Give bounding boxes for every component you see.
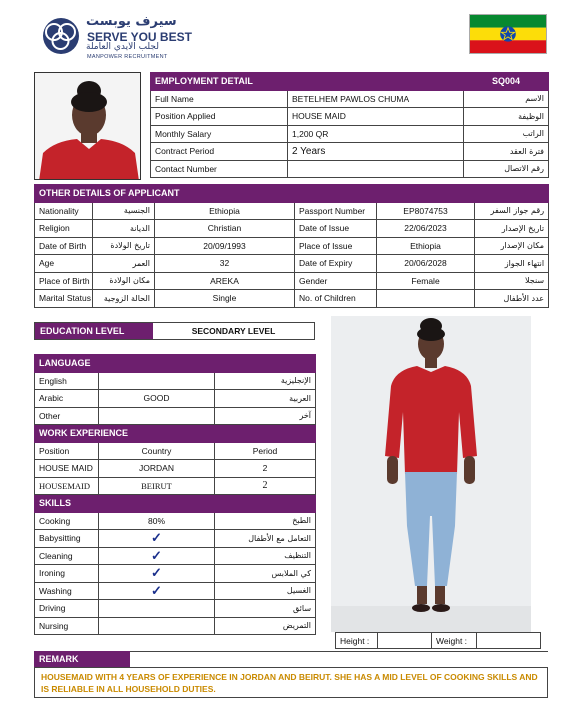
table-row <box>35 272 549 290</box>
other-details-title: OTHER DETAILS OF APPLICANT <box>35 185 549 203</box>
ethiopia-flag-icon <box>469 14 547 54</box>
table-row <box>35 220 549 238</box>
language-label: Arabic <box>35 390 99 408</box>
table-row <box>35 290 549 308</box>
skill-label-arabic: التمريض <box>215 617 316 635</box>
row-label: Contact Number <box>151 160 288 178</box>
applicant-full-body-photo <box>331 316 531 632</box>
contract-period-value: 2 Years <box>288 143 464 161</box>
row-label: Gender <box>295 272 377 290</box>
logo-english-name: SERVE YOU BEST <box>87 30 192 44</box>
row-label-arabic: الديانة <box>93 220 155 238</box>
position-value: HOUSE MAID <box>288 108 464 126</box>
logo-rings-icon <box>38 16 84 56</box>
language-work-skills-table <box>34 354 316 635</box>
table-row <box>35 255 549 273</box>
row-label-arabic: رقم الاتصال <box>464 160 549 178</box>
skill-label: Washing <box>35 582 99 600</box>
row-label: Place of Birth <box>35 272 93 290</box>
row-label-arabic: رقم جواز السفر <box>475 202 549 220</box>
company-logo <box>38 14 198 62</box>
row-label-arabic: الراتب <box>464 125 549 143</box>
checkmark-icon: ✓ <box>99 565 215 583</box>
work-period-value: 2 <box>215 477 316 495</box>
full-name-value: BETELHEM PAWLOS CHUMA <box>288 90 464 108</box>
work-position-value: HOUSE MAID <box>35 460 99 478</box>
row-label: Age <box>35 255 93 273</box>
table-row <box>35 617 316 635</box>
weight-value <box>477 633 541 649</box>
height-value <box>378 633 432 649</box>
place-of-birth-value: AREKA <box>155 272 295 290</box>
table-row <box>35 582 316 600</box>
work-period-value: 2 <box>215 460 316 478</box>
skill-label: Nursing <box>35 617 99 635</box>
table-row <box>35 530 316 548</box>
remark-text: HOUSEMAID WITH 4 YEARS OF EXPERIENCE IN JORDAN AND BEIRUT. SHE HAS A MID LEVEL OF COOKING SKILLS AND IS RELIABLE IN ALL HOUSEHOLD DUTIES. <box>34 667 548 698</box>
applicant-code: SQ004 <box>464 73 549 91</box>
remark-divider <box>130 651 548 652</box>
row-label-arabic: فترة العقد <box>464 143 549 161</box>
height-label: Height : <box>336 633 378 649</box>
checkmark-icon: ✓ <box>99 530 215 548</box>
table-row <box>35 390 316 408</box>
row-label-arabic: انتهاء الجواز <box>475 255 549 273</box>
work-experience-title: WORK EXPERIENCE <box>35 425 316 443</box>
row-label: Place of Issue <box>295 237 377 255</box>
row-label-arabic: تاريخ الإصدار <box>475 220 549 238</box>
table-row <box>151 160 549 178</box>
table-header-row <box>35 442 316 460</box>
language-label-arabic: العربية <box>215 390 316 408</box>
column-header-position: Position <box>35 442 99 460</box>
skill-label-arabic: التعامل مع الأطفال <box>215 530 316 548</box>
row-label-arabic: عدد الأطفال <box>475 290 549 308</box>
language-title: LANGUAGE <box>35 355 316 373</box>
language-label: English <box>35 372 99 390</box>
skill-label-arabic: الغسيل <box>215 582 316 600</box>
table-row <box>35 477 316 495</box>
table-row <box>35 407 316 425</box>
remark-title: REMARK <box>34 651 130 667</box>
row-label: Contract Period <box>151 143 288 161</box>
table-row <box>35 237 549 255</box>
table-row <box>336 633 541 649</box>
table-row <box>151 143 549 161</box>
table-row <box>35 460 316 478</box>
work-country-value: BEIRUT <box>99 477 215 495</box>
employment-detail-title: EMPLOYMENT DETAIL <box>151 73 464 91</box>
skill-label: Cleaning <box>35 547 99 565</box>
other-details-table <box>34 184 549 308</box>
english-level-value <box>99 372 215 390</box>
row-label: Passport Number <box>295 202 377 220</box>
table-row <box>35 512 316 530</box>
logo-subtitle: MANPOWER RECRUITMENT <box>87 54 168 60</box>
table-row <box>151 90 549 108</box>
religion-value: Christian <box>155 220 295 238</box>
work-position-value: HOUSEMAID <box>35 477 99 495</box>
row-label: Religion <box>35 220 93 238</box>
row-label-arabic: العمر <box>93 255 155 273</box>
row-label: Date of Issue <box>295 220 377 238</box>
marital-status-value: Single <box>155 290 295 308</box>
language-label-arabic: الإنجليزية <box>215 372 316 390</box>
height-weight-table <box>335 632 541 649</box>
cooking-skill-value: 80% <box>99 512 215 530</box>
logo-arabic-subtitle: لجلب الايدي العاملة <box>86 42 159 52</box>
row-label: Date of Expiry <box>295 255 377 273</box>
salary-value: 1,200 QR <box>288 125 464 143</box>
skill-label: Ironing <box>35 565 99 583</box>
row-label-arabic: الاسم <box>464 90 549 108</box>
table-row <box>35 600 316 618</box>
logo-arabic-name: سيرف يوبست <box>86 14 177 29</box>
education-level-value: SECONDARY LEVEL <box>191 326 276 336</box>
row-label: Marital Status <box>35 290 93 308</box>
nationality-value: Ethiopia <box>155 202 295 220</box>
table-row <box>35 565 316 583</box>
skill-label-arabic: التنظيف <box>215 547 316 565</box>
skill-label: Babysitting <box>35 530 99 548</box>
skill-label-arabic: كي الملابس <box>215 565 316 583</box>
row-label-arabic: تاريخ الولادة <box>93 237 155 255</box>
nursing-skill-value <box>99 617 215 635</box>
row-label: Full Name <box>151 90 288 108</box>
row-label-arabic: مكان الولادة <box>93 272 155 290</box>
table-row <box>151 108 549 126</box>
row-label-arabic: الحالة الزوجية <box>93 290 155 308</box>
gender-value: Female <box>377 272 475 290</box>
checkmark-icon: ✓ <box>99 547 215 565</box>
table-row <box>35 372 316 390</box>
contact-number-value <box>288 160 464 178</box>
place-of-issue-value: Ethiopia <box>377 237 475 255</box>
skill-label: Driving <box>35 600 99 618</box>
weight-label: Weight : <box>432 633 477 649</box>
age-value: 32 <box>155 255 295 273</box>
language-label-arabic: آخر <box>215 407 316 425</box>
row-label: No. of Children <box>295 290 377 308</box>
employment-detail-table <box>150 72 549 178</box>
row-label-arabic: مكان الإصدار <box>475 237 549 255</box>
row-label: Monthly Salary <box>151 125 288 143</box>
table-row <box>35 547 316 565</box>
skill-label-arabic: الطبخ <box>215 512 316 530</box>
date-of-expiry-value: 20/06/2028 <box>377 255 475 273</box>
row-label-arabic: سنجلا <box>475 272 549 290</box>
skills-title: SKILLS <box>35 495 316 513</box>
row-label-arabic: الجنسية <box>93 202 155 220</box>
date-of-birth-value: 20/09/1993 <box>155 237 295 255</box>
applicant-portrait-photo <box>34 72 141 180</box>
arabic-level-value: GOOD <box>99 390 215 408</box>
education-level-label: EDUCATION LEVEL <box>35 323 153 339</box>
passport-number-value: EP8074753 <box>377 202 475 220</box>
other-language-value <box>99 407 215 425</box>
row-label-arabic: الوظيفة <box>464 108 549 126</box>
row-label: Position Applied <box>151 108 288 126</box>
skill-label-arabic: سائق <box>215 600 316 618</box>
driving-skill-value <box>99 600 215 618</box>
children-count-value <box>377 290 475 308</box>
language-label: Other <box>35 407 99 425</box>
row-label: Nationality <box>35 202 93 220</box>
education-level-box <box>34 322 315 340</box>
date-of-issue-value: 22/06/2023 <box>377 220 475 238</box>
skill-label: Cooking <box>35 512 99 530</box>
column-header-country: Country <box>99 442 215 460</box>
column-header-period: Period <box>215 442 316 460</box>
row-label: Date of Birth <box>35 237 93 255</box>
work-country-value: JORDAN <box>99 460 215 478</box>
table-row <box>151 125 549 143</box>
checkmark-icon: ✓ <box>99 582 215 600</box>
table-row <box>35 202 549 220</box>
